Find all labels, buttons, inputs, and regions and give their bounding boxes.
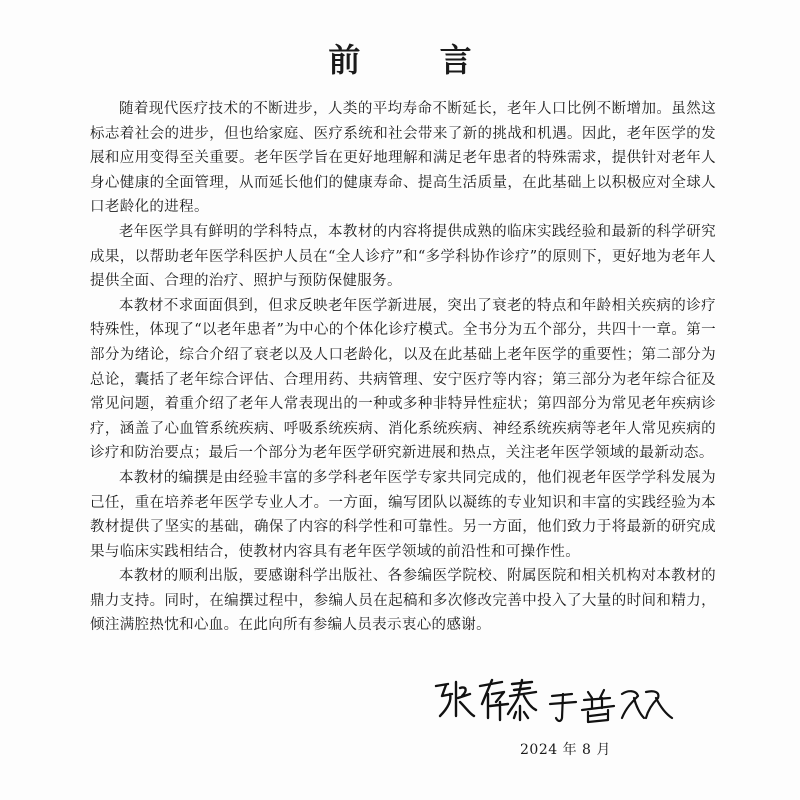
signature-block — [430, 676, 700, 726]
signature-2-drawing — [548, 684, 678, 724]
paragraph-3: 本教材不求面面俱到，但求反映老年医学新进展，突出了衰老的特点和年龄相关疾病的诊疗特殊性，体现了“以老年患者”为中心的个体化诊疗模式。全书分为五个部分，共四十一章。第一部分为绪论，综合介绍了衰老以及人口老龄化，以及在此基础上老年医学的重要性；第二部分为总论，囊括了老年综合评估、合理用药、共病管理、安宁医疗等内容；第三部分为老年综合征及常见问题，着重介绍了老年人常表现出的一种或多种非特异性症状；第四部分为常见老年疾病诊疗，涵盖了心血管系统疾病、呼吸系统疾病、消化系统疾病、神经系统疾病等老年人常见疾病的诊疗和防治要点；最后一个部分为老年医学研究新进展和热点，关注老年医学领域的最新动态。 — [90, 297, 716, 462]
paragraph-1: 随着现代医疗技术的不断进步，人类的平均寿命不断延长，老年人口比例不断增加。虽然这标志着社会的进步，但也给家庭、医疗系统和社会带来了新的挑战和机遇。因此，老年医学的发展和应用变得至关重要。老年医学旨在更好地理解和满足老年患者的特殊需求，提供针对老年人身心健康的全面管理，从而延长他们的健康寿命、提高生活质量，在此基础上以积极应对全球人口老龄化的进程。 — [90, 101, 716, 216]
signature-1 — [430, 676, 540, 724]
paragraph-2: 老年医学具有鲜明的学科特点，本教材的内容将提供成熟的临床实践经验和最新的科学研究成果，以帮助老年医学科医护人员在“全人诊疗”和“多学科协作诊疗”的原则下，更好地为老年人提供全面、合理的治疗、照护与预防保健服务。 — [90, 223, 716, 290]
signature-1-drawing — [430, 676, 540, 724]
paragraph-4: 本教材的编撰是由经验丰富的多学科老年医学专家共同完成的，他们视老年医学学科发展为己任，重在培养老年医学专业人才。一方面，编写团队以凝练的专业知识和丰富的实践经验为本教材提供了坚实的基础，确保了内容的科学性和可靠性。另一方面，他们致力于将最新的研究成果与临床实践相结合，使教材内容具有老年医学领域的前沿性和可操作性。 — [90, 469, 716, 560]
page-title: 前 言 — [328, 41, 506, 79]
paragraph-5: 本教材的顺利出版，要感谢科学出版社、各参编医学院校、附属医院和相关机构对本教材的鼎力支持。同时，在编撰过程中，参编人员在起稿和多次修改完善中投入了大量的时间和精力，倾注满腔热忱和心血。在此向所有参编人员表示衷心的感谢。 — [90, 568, 716, 634]
signature-2 — [548, 684, 678, 724]
date-line: 2024 年 8 月 — [520, 742, 611, 758]
preface-body — [90, 97, 716, 638]
